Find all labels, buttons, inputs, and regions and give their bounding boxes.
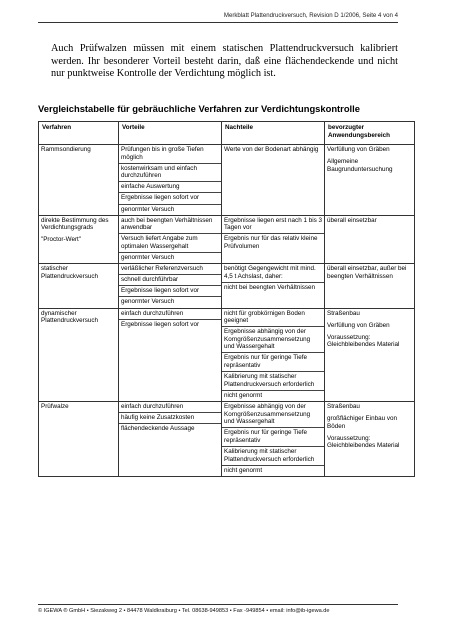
cell-verfahren xyxy=(39,308,119,401)
bereich-text: Allgemeine Baugrunduntersuchung xyxy=(327,158,393,173)
nachteil-text: Kalibrierung mit statischer Plattendruckversuch erforderlich xyxy=(222,372,324,391)
bereich-text: Verfüllung von Gräben xyxy=(327,146,390,153)
table-row xyxy=(39,264,415,308)
cell-vorteil xyxy=(119,308,222,401)
bereich-text: überall einsetzbar xyxy=(327,216,377,224)
vorteil-text: Ergebnisse liegen sofort vor xyxy=(119,193,221,204)
vorteil-text: Ergebnisse liegen sofort vor xyxy=(121,320,200,328)
vorteil-text: genormter Versuch xyxy=(121,205,175,213)
nachteil-text: Ergebnis nur für das relativ kleine Prüfvolumen xyxy=(224,235,318,250)
vorteil-text: Versuch liefert Angabe zum optimalen Wassergehalt xyxy=(119,234,221,253)
bereich-text: großflächiger Einbau von Böden xyxy=(327,415,398,430)
vorteil-text: auch bei beengten Verhältnissen anwendbar xyxy=(119,216,221,235)
cell-verfahren xyxy=(39,264,119,308)
bereich-text: Verfüllung von Gräben xyxy=(327,321,390,329)
table-header-row xyxy=(39,122,415,145)
verfahren-text: statischer Plattendruckversuch xyxy=(41,265,99,280)
nachteil-text: Ergebnis nur für geringe Tiefe repräsentativ xyxy=(222,353,324,372)
cell-bereich xyxy=(325,215,415,263)
verfahren-text: "Proctor-Wert" xyxy=(41,236,82,244)
nachteil-text: Ergebnis nur für geringe Tiefe repräsentativ xyxy=(222,428,324,447)
nachteil-text: benötigt Gegengewicht mit mind. 4,5 t Achslast, daher: xyxy=(222,264,324,283)
table-row xyxy=(39,401,415,476)
nachteil-text: Ergebnisse liegen erst nach 1 bis 3 Tagen vor xyxy=(222,216,324,235)
bereich-text: Straßenbau xyxy=(327,309,360,317)
bereich-text: Voraussetzung: Gleichbleibendes Material xyxy=(327,434,400,450)
cell-bereich xyxy=(325,401,415,476)
verfahren-text: Rammsondierung xyxy=(41,146,91,153)
nachteil-text: Ergebnisse abhängig von der Korngrößenzusammensetzung und Wassergehalt xyxy=(222,402,324,428)
vorteil-text: genormter Versuch xyxy=(121,298,175,306)
verfahren-text: direkte Bestimmung des Verdichtungsgrads xyxy=(41,216,109,232)
cell-verfahren xyxy=(39,215,119,263)
header-divider xyxy=(38,22,398,23)
cell-bereich xyxy=(325,264,415,308)
bereich-text: Voraussetzung: Gleichbleibendes Material xyxy=(327,333,400,349)
cell-nachteil xyxy=(222,145,325,216)
nachteil-text: nicht genormt xyxy=(224,466,263,474)
vorteil-text: einfache Auswertung xyxy=(119,182,221,193)
cell-verfahren xyxy=(39,145,119,216)
cell-vorteil xyxy=(119,145,222,216)
nachteil-text: nicht für grobkörnigen Boden geeignet xyxy=(222,309,324,328)
cell-nachteil xyxy=(222,264,325,308)
cell-vorteil xyxy=(119,401,222,476)
cell-nachteil xyxy=(222,401,325,476)
table-row xyxy=(39,145,415,216)
verfahren-text: Prüfwalze xyxy=(41,402,69,410)
vorteil-text: kostenwirksam und einfach durchzuführen xyxy=(119,164,221,183)
cell-vorteil xyxy=(119,264,222,308)
nachteil-text: nicht bei beengten Verhältnissen xyxy=(224,283,316,291)
footer-divider xyxy=(38,604,398,605)
vorteil-text: verläßlicher Referenzversuch xyxy=(119,264,221,275)
column-header-verfahren: Verfahren xyxy=(39,122,119,145)
column-header-vorteile: Vorteile xyxy=(119,122,222,145)
vorteil-text: flächendeckende Aussage xyxy=(121,425,195,433)
cell-verfahren xyxy=(39,401,119,476)
cell-vorteil xyxy=(119,215,222,263)
nachteil-text: Kalibrierung mit statischer Plattendruckversuch erforderlich xyxy=(222,447,324,466)
vorteil-text: einfach durchzuführen xyxy=(119,402,221,413)
vorteil-text: Ergebnisse liegen sofort vor xyxy=(119,286,221,297)
intro-paragraph: Auch Prüfwalzen müssen mit einem statischen Plattendruckversuch kalibriert werden. Ihr besonderer Vorteil besteht darin, daß eine flächendeckende und nicht nur punktweise Kontrolle der Verdichtung möglich ist. xyxy=(51,43,398,80)
section-title: Vergleichstabelle für gebräuchliche Verfahren zur Verdichtungskontrolle xyxy=(38,103,360,114)
page-header: Merkblatt Plattendruckversuch, Revision D 1/2006, Seite 4 von 4 xyxy=(223,12,398,19)
cell-bereich xyxy=(325,145,415,216)
nachteil-text: Werte von der Bodenart abhängig xyxy=(224,146,319,153)
vorteil-text: einfach durchzuführen xyxy=(119,309,221,320)
column-header-bereich: bevorzugter Anwendungsbereich xyxy=(325,122,415,145)
cell-bereich xyxy=(325,308,415,401)
vorteil-text: häufig keine Zusatzkosten xyxy=(119,413,221,424)
page-footer: © IGEWA ® GmbH • Siezakweg 2 • 84478 Waldkraiburg • Tel. 08638-949853 • Fax -949854 • email: info@ib-igewa.de xyxy=(38,608,330,614)
bereich-text: Straßenbau xyxy=(327,402,360,410)
column-header-nachteile: Nachteile xyxy=(222,122,325,145)
comparison-table xyxy=(38,121,415,477)
vorteil-text: genormter Versuch xyxy=(121,254,175,262)
vorteil-text: schnell durchführbar xyxy=(119,275,221,286)
cell-nachteil xyxy=(222,308,325,401)
table-row xyxy=(39,308,415,401)
nachteil-text: Ergebnisse abhängig von der Korngrößenzusammensetzung und Wassergehalt xyxy=(222,327,324,353)
bereich-text: überall einsetzbar, außer bei beengten Verhältnissen xyxy=(327,265,407,280)
table-row xyxy=(39,215,415,263)
nachteil-text: nicht genormt xyxy=(224,391,263,399)
cell-nachteil xyxy=(222,215,325,263)
vorteil-text: Prüfungen bis in große Tiefen möglich xyxy=(119,145,221,164)
table-body xyxy=(39,145,415,477)
verfahren-text: dynamischer Plattendruckversuch xyxy=(41,309,99,325)
